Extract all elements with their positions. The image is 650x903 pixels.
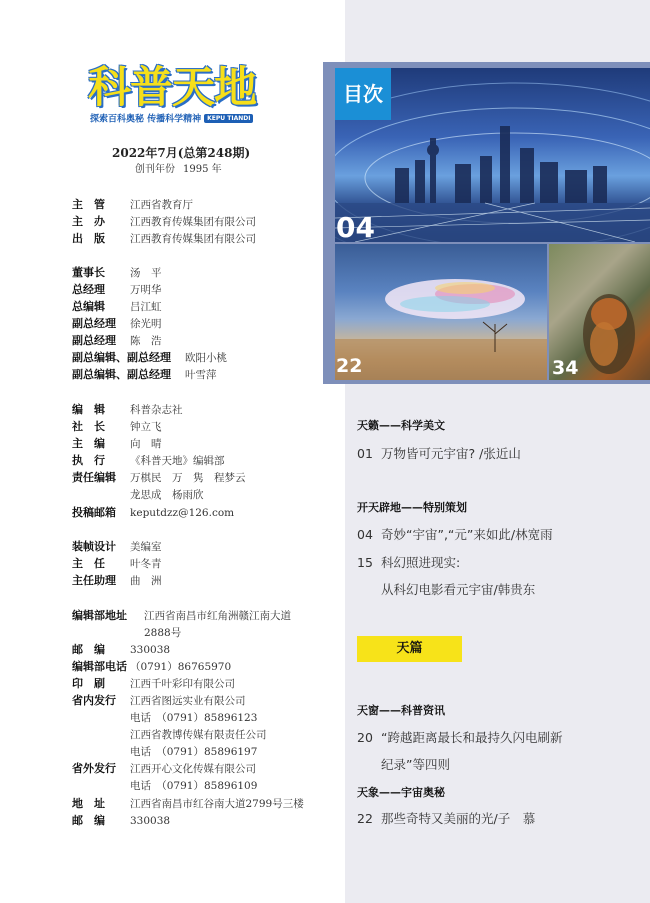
toc-entry[interactable] [357,728,562,746]
toc-entry-continuation: 从科幻电影看元宇宙/韩贵东 [381,582,536,597]
masthead-row: 主 任 叶冬青 [72,557,162,570]
cover-page-number: 22 [336,355,363,377]
founded-label: 创刊年份 [135,164,175,175]
issue-date: 2022年7月(总第248期) [112,146,251,160]
masthead-row: 装帧设计 美编室 [72,540,162,553]
iridescent-cloud-image [335,244,547,380]
toc-page-number: 20 [357,730,373,745]
contents-tag: 目次 [335,68,391,120]
founded-value: 1995 年 [183,164,222,175]
address-continuation: 2888号 [144,627,182,639]
toc-entry[interactable] [357,809,535,827]
masthead-row: 总编辑 吕江虹 [72,300,162,313]
toc-entry-title: 那些奇特又美丽的光/子 慕 [381,811,536,826]
masthead-row: 出 版 江西教育传媒集团有限公司 [72,232,256,245]
distribution-phone: 电话 （0791）85896197 [130,746,258,758]
masthead-row: 主 管 江西省教育厅 [72,198,193,211]
distribution-phone: 电话 （0791）85896123 [130,712,258,724]
cover-page-number: 04 [336,211,375,244]
toc-section-title: 天窗——科普资讯 [357,704,445,717]
toc-section-title: 天象——宇宙奥秘 [357,786,445,799]
masthead-row: 邮 编 330038 [72,643,171,656]
toc-entry-title: “跨越距离最长和最持久闪电刷新 [381,730,563,745]
masthead-row: 副总编辑、副总经理 叶雪萍 [72,368,217,381]
masthead-row: 社 长 钟立飞 [72,420,162,433]
masthead-row: 主任助理 曲 洲 [72,574,162,587]
section-banner: 天篇 [357,636,462,662]
toc-section-title: 天籁——科学美文 [357,419,445,432]
masthead-row: 印 刷 江西千叶彩印有限公司 [72,677,235,690]
toc-entry-title: 科幻照进现实: [381,555,461,570]
toc-entry-continuation: 纪录”等四则 [381,757,450,772]
toc-page-number: 15 [357,555,373,570]
toc-section-title: 开天辟地——特别策划 [357,501,467,514]
distribution-phone: 电话 （0791）85896109 [130,780,258,792]
masthead-row: 副总经理 徐光明 [72,317,162,330]
masthead-row: 编辑部电话 （0791）86765970 [72,660,232,673]
masthead-row: 省内发行 江西省图远实业有限公司 [72,694,246,707]
masthead-row: 编辑部地址 江西省南昌市红角洲赣江南大道 [72,609,291,622]
masthead-row: 主 编 向 晴 [72,437,162,450]
masthead-row: 责任编辑 万棋民 万 隽 程梦云 [72,471,246,484]
logo-tagline-text: 探索百科奥秘 传播科学精神 [90,114,202,125]
masthead-row: 执 行 《科普天地》编辑部 [72,454,225,467]
toc-entry[interactable] [357,444,521,462]
masthead-row: 邮 编 330038 [72,814,171,827]
toc-page-number: 22 [357,811,373,826]
toc-page-number: 04 [357,527,373,542]
toc-entry[interactable] [357,525,553,543]
masthead-row: 总经理 万明华 [72,283,162,296]
logo-tagline [90,113,270,125]
masthead-row: 副总编辑、副总经理 欧阳小桃 [72,351,227,364]
masthead-row: 省外发行 江西开心文化传媒有限公司 [72,762,256,775]
logo-tag-en: KEPU TIANDI [204,114,253,123]
masthead-row: 编 辑 科普杂志社 [72,403,183,416]
masthead-row: 主 办 江西教育传媒集团有限公司 [72,215,256,228]
cover-page-number: 34 [552,357,579,379]
founded-year [135,160,230,175]
masthead-row: 龙思成 杨雨欣 [130,489,204,501]
toc-page-number: 01 [357,446,373,461]
toc-entry-title: 奇妙“宇宙”,“元”来如此/林宽雨 [381,527,553,542]
toc-entry-title: 万物皆可元宇宙? /张近山 [381,446,521,461]
masthead-row: 董事长 汤 平 [72,266,162,279]
magazine-logo [88,64,274,128]
logo-title: 科普天地 [88,63,256,113]
distribution-company: 江西省教博传媒有限责任公司 [130,729,267,741]
masthead-row: 副总经理 陈 浩 [72,334,162,347]
masthead-row: 地 址 江西省南昌市红谷南大道2799号三楼 [72,797,304,810]
masthead-row: 投稿邮箱 keputdzz@126.com [72,506,235,519]
cloud-graphic [335,244,547,380]
toc-entry[interactable] [357,553,460,571]
